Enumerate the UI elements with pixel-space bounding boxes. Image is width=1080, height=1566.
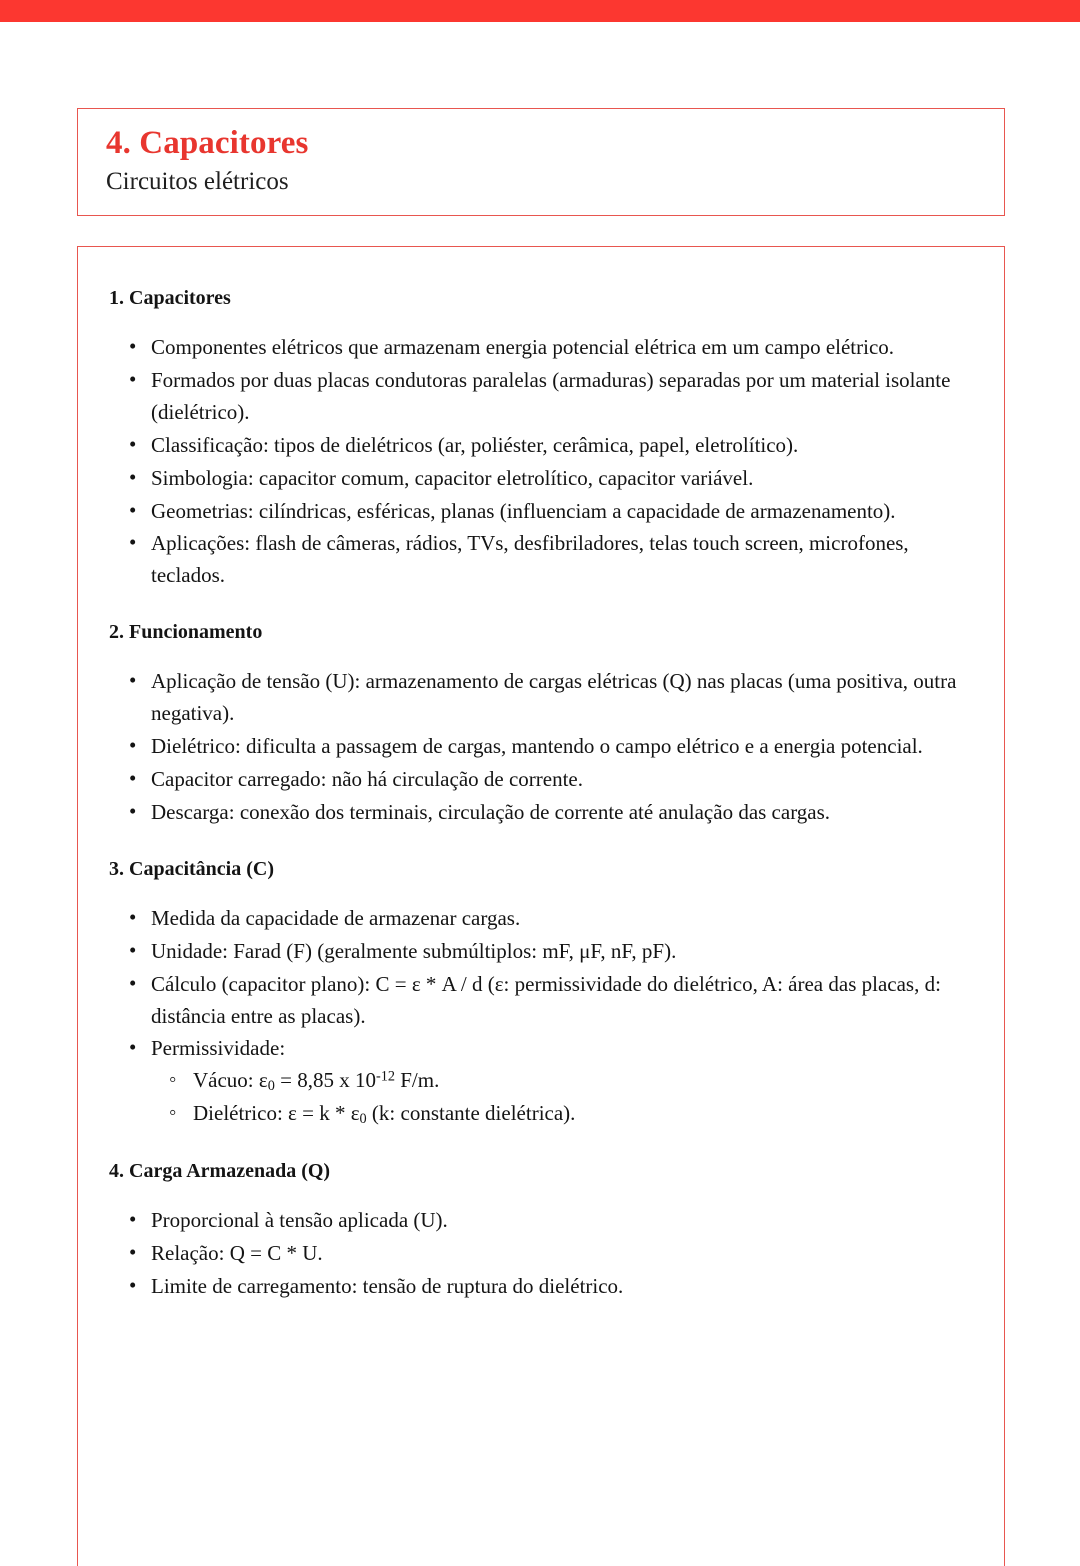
page-title: 4. Capacitores	[106, 125, 309, 161]
document-header-inner	[78, 109, 1004, 197]
sub-item-subscript: 0	[359, 1111, 367, 1128]
list-item-text: • Componentes elétricos que armazenam energia potencial elétrica em um campo elétrico.	[151, 335, 895, 359]
list-item	[109, 463, 974, 495]
section-bullet-list	[109, 1205, 974, 1303]
list-item	[109, 969, 974, 1033]
list-item-text: • Dielétrico: dificulta a passagem de cargas, mantendo o campo elétrico e a energia potencial.	[151, 734, 923, 759]
list-item	[109, 1238, 974, 1270]
list-item	[109, 332, 974, 364]
sub-item-middle: (k: constante dielétrica).	[366, 1101, 576, 1126]
sub-item-middle: = 8,85 x 10	[274, 1068, 376, 1093]
sub-bullet-list	[151, 1065, 974, 1131]
list-item-text: • Limite de carregamento: tensão de ruptura do dielétrico.	[151, 1273, 624, 1298]
list-item-text: • Classificação: tipos de dielétricos (ar, poliéster, cerâmica, papel, eletrolítico).	[151, 432, 799, 457]
section-bullet-list	[109, 666, 974, 829]
sub-list-item	[151, 1098, 974, 1131]
list-item-text: • Permissividade:	[151, 1036, 286, 1061]
list-item-text: • Medida da capacidade de armazenar cargas.	[151, 905, 521, 930]
list-item-text: • Descarga: conexão dos terminais, circulação de corrente até anulação das cargas.	[151, 799, 831, 824]
sub-item-prefix: Dielétrico: ε = k * ε	[193, 1101, 360, 1126]
sub-item-subscript: 0	[267, 1078, 275, 1095]
list-item-text: • Simbologia: capacitor comum, capacitor eletrolítico, capacitor variável.	[151, 465, 754, 490]
top-accent-band	[0, 0, 1080, 22]
section-bullet-list	[109, 903, 974, 1131]
section-heading: 4. Carga Armazenada (Q)	[109, 1160, 331, 1182]
list-item-text: • Relação: Q = C * U.	[151, 1240, 323, 1265]
sub-item-prefix: Vácuo: ε	[193, 1068, 268, 1093]
sub-list-item	[151, 1065, 974, 1098]
list-item-text: • Geometrias: cilíndricas, esféricas, planas (influenciam a capacidade de armazenamento).	[151, 498, 896, 523]
document-content-card	[77, 246, 1005, 1566]
list-item-text: • Capacitor carregado: não há circulação de corrente.	[151, 766, 583, 791]
list-item	[109, 496, 974, 528]
list-item-text: • Aplicação de tensão (U): armazenamento de cargas elétricas (Q) nas placas (uma positiva, outra negativa).	[151, 669, 957, 726]
section-funcionamento	[109, 619, 974, 829]
list-item	[109, 528, 974, 592]
list-item-text: • Proporcional à tensão aplicada (U).	[151, 1208, 448, 1232]
sub-item-superscript: -12	[375, 1068, 395, 1085]
document-content-inner	[78, 247, 1004, 1303]
list-item-text: • Formados por duas placas condutoras paralelas (armaduras) separadas por um material isolante (dielétrico).	[151, 367, 951, 424]
section-bullet-list	[109, 332, 974, 592]
list-item	[109, 365, 974, 429]
page-subtitle: Circuitos elétricos	[106, 167, 289, 195]
section-heading: 1. Capacitores	[109, 287, 231, 309]
section-heading: 2. Funcionamento	[109, 621, 263, 644]
section-heading: 3. Capacitância (C)	[109, 857, 274, 880]
list-item	[109, 1271, 974, 1303]
list-item	[109, 1205, 974, 1237]
list-item-text: • Unidade: Farad (F) (geralmente submúltiplos: mF, μF, nF, pF).	[151, 938, 677, 963]
list-item	[109, 1033, 974, 1131]
section-capacitores	[109, 285, 974, 592]
section-capacitancia	[109, 856, 974, 1131]
list-item	[109, 731, 974, 763]
section-spacer	[109, 1132, 974, 1158]
list-item	[109, 764, 974, 796]
list-item	[109, 666, 974, 730]
list-item	[109, 936, 974, 968]
document-header-card	[77, 108, 1005, 216]
sub-item-suffix: F/m.	[394, 1068, 440, 1093]
section-spacer	[109, 593, 974, 619]
list-item-text: • Aplicações: flash de câmeras, rádios, TVs, desfibriladores, telas touch screen, microfones, teclados.	[151, 531, 909, 588]
section-carga-armazenada	[109, 1158, 974, 1303]
list-item	[109, 430, 974, 462]
list-item	[109, 797, 974, 829]
list-item-text: • Cálculo (capacitor plano): C = ε * A / d (ε: permissividade do dielétrico, A: área das placas, d: distância entre as placas).	[151, 971, 941, 1028]
list-item	[109, 903, 974, 935]
section-spacer	[109, 830, 974, 856]
